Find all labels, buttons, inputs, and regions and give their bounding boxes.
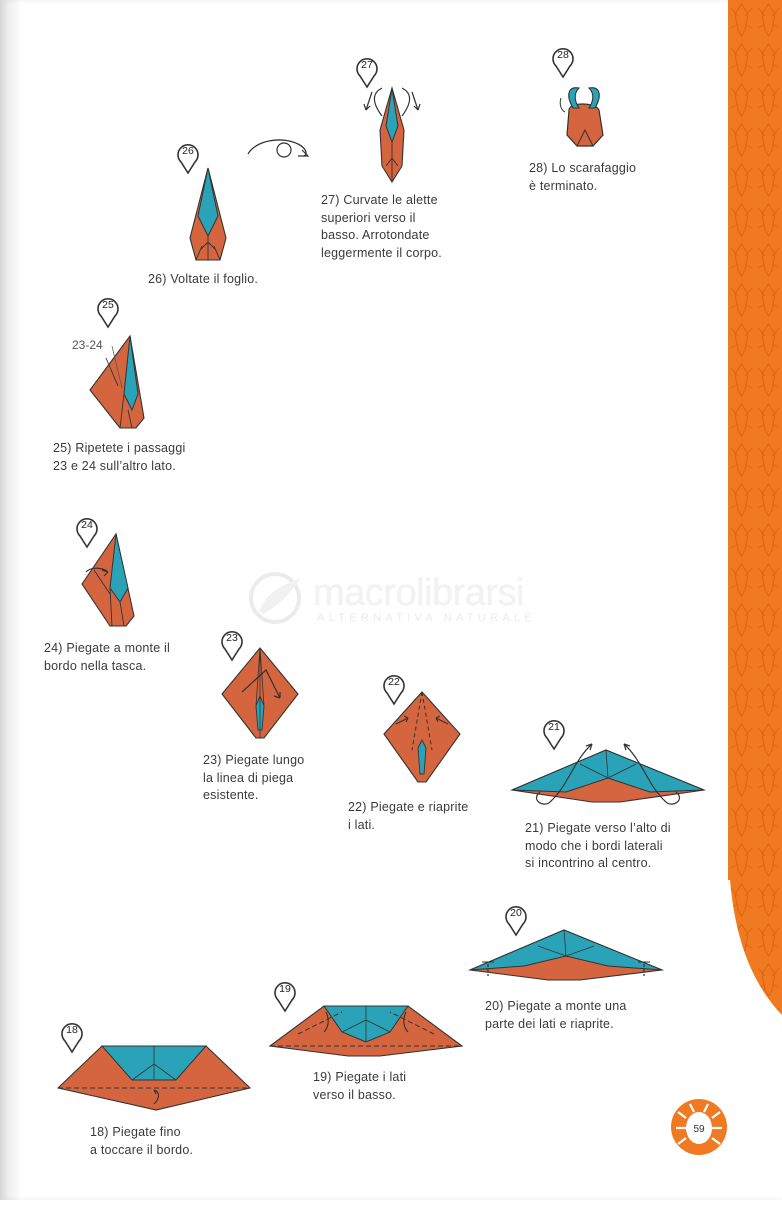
step-22-number: 22 <box>388 676 400 688</box>
step-27-caption: 27) Curvate le alette superiori verso il basso. Arrotondate leggermente il corpo. <box>321 193 442 260</box>
step-22-caption: 22) Piegate e riaprite i lati. <box>348 800 469 832</box>
step-25-figure <box>88 334 152 434</box>
orange-side-band <box>728 0 782 1200</box>
step-28-caption: 28) Lo scarafaggio è terminato. <box>529 161 637 193</box>
step-25-number: 25 <box>102 299 114 311</box>
step-20-caption: 20) Piegate a monte una parte dei lati e riaprite. <box>485 999 627 1031</box>
watermark <box>245 570 545 630</box>
step-23-figure <box>220 646 300 742</box>
step-25-caption: 25) Ripetete i passaggi 23 e 24 sull’altro lato. <box>53 441 186 473</box>
step-20-figure <box>468 926 664 986</box>
step-27-figure <box>360 86 424 186</box>
step-27-number: 27 <box>361 59 373 71</box>
step-18-figure <box>56 1044 252 1114</box>
step-28-beetle-figure <box>555 80 615 150</box>
watermark-title: macrolibrarsi <box>313 572 524 614</box>
step-25-reference-label: 23-24 <box>72 338 103 352</box>
step-26-figure <box>186 166 230 266</box>
page-number: 59 <box>693 1124 705 1135</box>
step-20-number: 20 <box>510 907 522 919</box>
step-25-marker <box>96 297 120 329</box>
flip-arrow-icon <box>246 136 310 164</box>
step-19-figure <box>268 1002 464 1062</box>
step-21-figure <box>510 730 706 810</box>
step-24-figure <box>80 532 140 632</box>
step-21-number: 21 <box>548 721 560 733</box>
step-23-caption: 23) Piegate lungo la linea di piega esistente. <box>203 753 305 802</box>
step-24-caption: 24) Piegate a monte il bordo nella tasca. <box>44 641 171 673</box>
step-26-number: 26 <box>182 145 194 157</box>
page-number-badge <box>670 1098 728 1156</box>
step-18-caption: 18) Piegate fino a toccare il bordo. <box>90 1125 194 1157</box>
step-19-number: 19 <box>279 983 291 995</box>
spine-shadow <box>0 0 22 1200</box>
watermark-subtitle: ALTERNATIVA NATURALE <box>317 612 537 624</box>
step-28-number: 28 <box>557 49 569 61</box>
step-27-marker <box>355 57 379 89</box>
step-24-number: 24 <box>81 519 93 531</box>
step-19-caption: 19) Piegate i lati verso il basso. <box>313 1070 407 1102</box>
step-23-number: 23 <box>226 632 238 644</box>
step-28-marker <box>551 47 575 79</box>
step-18-number: 18 <box>66 1024 78 1036</box>
watermark-logo-icon <box>245 570 307 626</box>
step-21-caption: 21) Piegate verso l’alto di modo che i bordi laterali si incontrino al centro. <box>525 821 671 870</box>
step-26-caption: 26) Voltate il foglio. <box>148 272 259 286</box>
step-22-figure <box>382 690 462 786</box>
